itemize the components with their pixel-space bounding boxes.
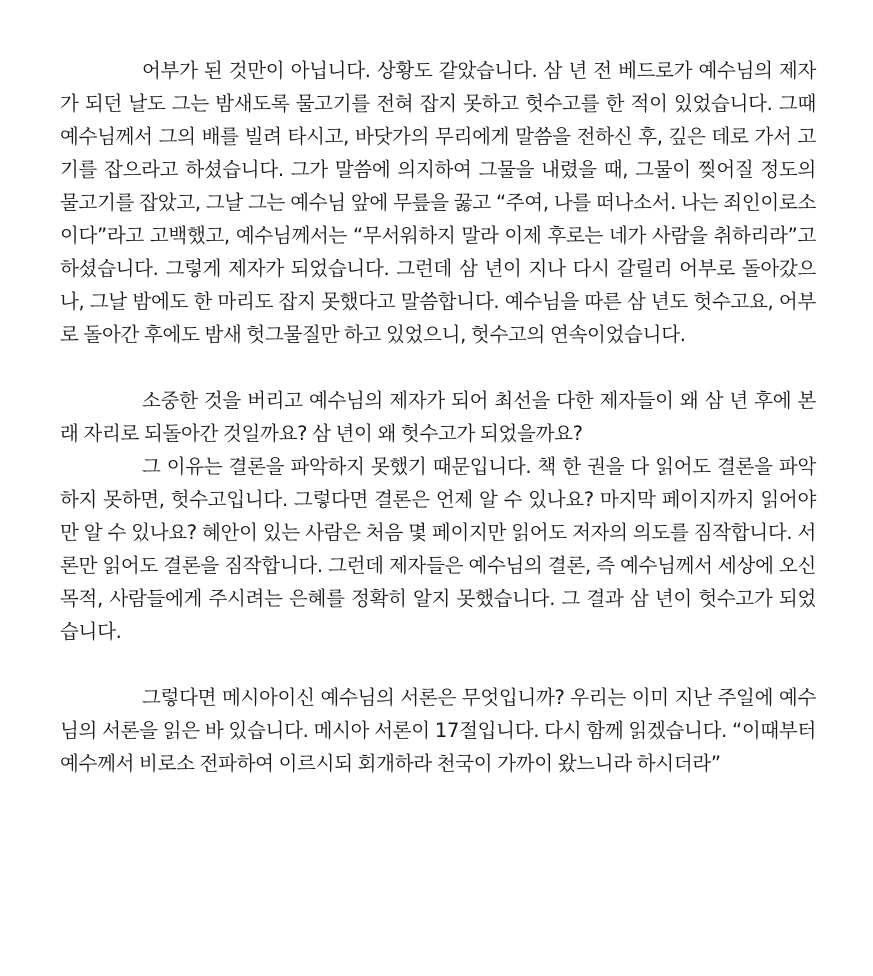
document-body (60, 54, 816, 780)
paragraph-spacer (60, 648, 816, 681)
paragraph-introduction: 그렇다면 메시아이신 예수님의 서론은 무엇입니까? 우리는 이미 지난 주일에 예수님의 서론을 읽은 바 있습니다. 메시아 서론이 17절입니다. 다시 함께 읽겠습니다. “이때부터 예수께서 비로소 전파하여 이르시되 회개하라 천국이 가까이 왔느니라 하시더라” (60, 686, 816, 775)
paragraph-spacer (60, 351, 816, 384)
paragraph-fishing-again: 어부가 된 것만이 아닙니다. 상황도 같았습니다. 삼 년 전 베드로가 예수님의 제자가 되던 날도 그는 밤새도록 물고기를 전혀 잡지 못하고 헛수고를 한 적이 있었습니다. 그때 예수님께서 그의 배를 빌려 타시고, 바닷가의 무리에게 말씀을 전하신 후, 깊은 데로 가서 고기를 잡으라고 하셨습니다. 그가 말씀에 의지하여 그물을 내렸을 때, 그물이 찢어질 정도의 물고기를 잡았고, 그날 그는 예수님 앞에 무릎을 꿇고 “주여, 나를 떠나소서. 나는 죄인이로소이다”라고 고백했고, 예수님께서는 “무서워하지 말라 이제 후로는 네가 사람을 취하리라”고 하셨습니다. 그렇게 제자가 되었습니다. 그런데 삼 년이 지나 다시 갈릴리 어부로 돌아갔으나, 그날 밤에도 한 마리도 잡지 못했다고 말씀합니다. 예수님을 따른 삼 년도 헛수고요, 어부로 돌아간 후에도 밤새 헛그물질만 하고 있었으니, 헛수고의 연속이었습니다. (60, 59, 816, 346)
paragraph-question: 소중한 것을 버리고 예수님의 제자가 되어 최선을 다한 제자들이 왜 삼 년 후에 본래 자리로 되돌아간 것일까요? 삼 년이 왜 헛수고가 되었을까요? (60, 389, 816, 445)
paragraph-conclusion: 그 이유는 결론을 파악하지 못했기 때문입니다. 책 한 권을 다 읽어도 결론을 파악하지 못하면, 헛수고입니다. 그렇다면 결론은 언제 알 수 있나요? 마지막 페이지까지 읽어야만 알 수 있나요? 혜안이 있는 사람은 처음 몇 페이지만 읽어도 저자의 의도를 짐작합니다. 서론만 읽어도 결론을 짐작합니다. 그런데 제자들은 예수님의 결론, 즉 예수님께서 세상에 오신 목적, 사람들에게 주시려는 은혜를 정확히 알지 못했습니다. 그 결과 삼 년이 헛수고가 되었습니다. (60, 455, 816, 643)
